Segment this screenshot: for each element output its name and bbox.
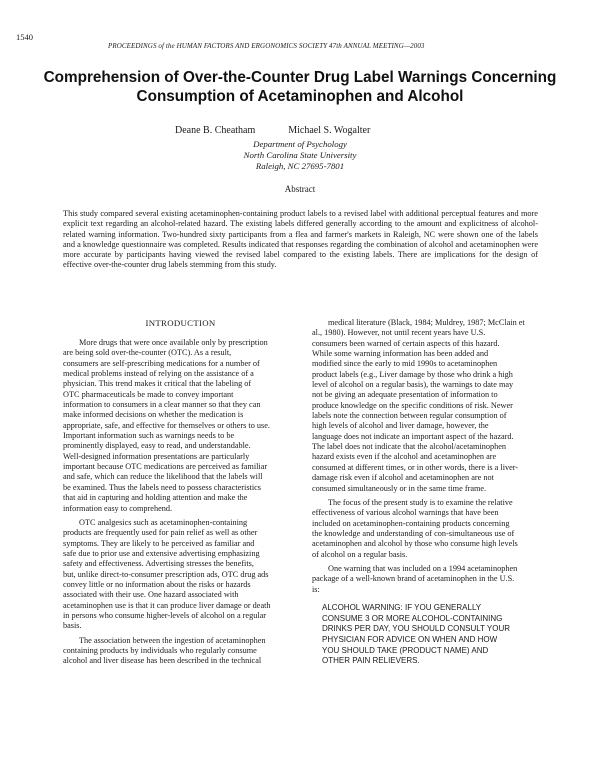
- text-line: of alcohol on a regular basis.: [312, 549, 408, 559]
- text-line: appropriate, safe, and effective for themselves or others to use.: [63, 420, 270, 430]
- text-line: are being sold over-the-counter (OTC). As a result,: [63, 348, 232, 358]
- affiliation-university: North Carolina State University: [243, 150, 357, 160]
- text-line: OTC analgesics such as acetaminophen-containing: [79, 517, 248, 527]
- text-line: effectiveness of various alcohol warnings that have been: [312, 508, 499, 518]
- text-line: hazard exists even if the alcohol and acetaminophen are: [312, 452, 497, 462]
- warning-line: OTHER PAIN RELIEVERS.: [322, 656, 420, 666]
- text-line: consumers been warned of certain aspects of this hazard.: [312, 338, 500, 348]
- right-column: [312, 318, 557, 667]
- text-line: convey little or no information about the risks or hazards: [63, 579, 251, 589]
- text-line: labels note the connection between regular consumption of: [312, 411, 507, 421]
- text-line: acetaminophen and alcohol by those who consume high levels: [312, 539, 518, 549]
- text-line: not be giving an adequate presentation of information to: [312, 390, 498, 400]
- text-line: package of a well-known brand of acetaminophen in the U.S.: [312, 574, 515, 584]
- text-line: information to consumers in a clear manner so that they can: [63, 400, 261, 410]
- paragraph: [63, 636, 298, 667]
- text-line: safety and effectiveness. Advertising stresses the benefits,: [63, 559, 254, 569]
- warning-line: ALCOHOL WARNING: IF YOU GENERALLY: [322, 602, 482, 612]
- text-line: information easy to comprehend.: [63, 503, 173, 513]
- text-line: OTC pharmaceuticals be made to convey important: [63, 389, 234, 399]
- running-head: PROCEEDINGS of the HUMAN FACTORS AND ERGONOMICS SOCIETY 47th ANNUAL MEETING—2003: [108, 42, 425, 50]
- text-line: consumed simultaneously or in the same time frame.: [312, 483, 487, 493]
- paper-title: [10, 68, 590, 106]
- text-line: associated with their use. One hazard associated with: [63, 590, 239, 600]
- text-line: prominently displayed, easy to read, and understandable.: [63, 441, 251, 451]
- paragraph: [63, 518, 298, 632]
- text-line: physician. This trend makes it critical that the labeling of: [63, 379, 252, 389]
- text-line: safe due to prior use and extensive advertising emphasizing: [63, 548, 260, 558]
- text-line: damage risk even if alcohol and acetaminophen are not: [312, 473, 494, 483]
- text-line: and safe, which can reduce the likelihood that the labels will: [63, 472, 263, 482]
- warning-quote: [322, 603, 557, 667]
- text-line: product labels (e.g., Liver damage by those who drink a high: [312, 369, 513, 379]
- text-line: symptoms. They are likely to be perceived as familiar and: [63, 538, 255, 548]
- text-line: products are frequently used for pain relief as well as other: [63, 528, 258, 538]
- abstract-heading: Abstract: [284, 184, 316, 194]
- text-line: make informed decisions on whether the medication is: [63, 410, 244, 420]
- text-line: One warning that was included on a 1994 acetaminophen: [328, 563, 518, 573]
- text-line: be examined. Thus the labels need to possess characteristics: [63, 482, 262, 492]
- warning-line: YOU SHOULD TAKE (PRODUCT NAME) AND: [322, 645, 489, 655]
- text-line: Well-designed information presentations are particularly: [63, 451, 250, 461]
- text-line: consumed at different times, or in other words, there is a liver-: [312, 462, 519, 472]
- text-line: produce knowledge on the specific conditions of risk. Newer: [312, 400, 513, 410]
- introduction-heading: INTRODUCTION: [145, 318, 216, 328]
- text-line: While some warning information has been added and: [312, 349, 489, 359]
- text-line: the knowledge and understanding of con-simultaneous use of: [312, 528, 515, 538]
- text-line: important because OTC medications are perceived as familiar: [63, 462, 268, 472]
- warning-line: DRINKS PER DAY, YOU SHOULD CONSULT YOUR: [322, 624, 511, 634]
- text-line: but, unlike direct-to-consumer prescription ads, OTC drug ads: [63, 569, 269, 579]
- paragraph: [63, 338, 298, 514]
- abstract-text: This study compared several existing acetaminophen-containing product labels to a revised label with additional perceptual features and more explicit text regarding an alcohol-related hazard. The existing labels differed generally according to the amount and explicitness of alcohol-related warning information. Two-hundred sixty participants from a flea and farmer's markets in Raleigh, NC were shown one of the labels and a knowledge questionnaire was completed. Results indicated that responses regarding the combination of alcohol and acetaminophen were more accurate by participants having viewed the revised label compared to the existing labels. There are implications for the design of effective over-the-counter drug labels stemming from this study.: [63, 209, 538, 270]
- text-line: included on acetaminophen-containing products concerning: [312, 518, 510, 528]
- text-line: The focus of the present study is to examine the relative: [328, 497, 513, 507]
- text-line: consumers are self-prescribing medications for a number of: [63, 358, 260, 368]
- text-line: medical literature (Black, 1984; Muldrey, 1987; McClain et: [328, 318, 525, 327]
- text-line: alcohol and liver disease has been described in the technical: [63, 656, 262, 666]
- paragraph: [312, 564, 557, 595]
- text-line: acetaminophen use is that it can produce liver damage or death: [63, 600, 271, 610]
- affiliation-department: Department of Psychology: [253, 139, 347, 149]
- author-name: Deane B. Cheatham: [175, 125, 256, 136]
- page-number: 1540: [16, 32, 33, 42]
- paragraph: [312, 318, 557, 494]
- text-line: The label does not indicate that the alcohol/acetaminophen: [312, 442, 507, 452]
- title-line: Comprehension of Over-the-Counter Drug Label Warnings Concerning: [43, 69, 557, 86]
- text-line: containing products by individuals who regularly consume: [63, 645, 257, 655]
- text-line: Important information such as warnings needs to be: [63, 431, 235, 441]
- warning-line: PHYSICIAN FOR ADVICE ON WHEN AND HOW: [322, 635, 498, 645]
- text-line: More drugs that were once available only by prescription: [79, 338, 268, 347]
- text-line: that aid in capturing and holding attention and make the: [63, 493, 248, 503]
- text-line: al., 1980). However, not until recent years have U.S.: [312, 328, 486, 338]
- text-line: in persons who consume higher-levels of alcohol on a regular: [63, 610, 267, 620]
- text-line: is:: [312, 584, 320, 594]
- affiliation-address: Raleigh, NC 27695-7801: [255, 161, 345, 171]
- title-line: Consumption of Acetaminophen and Alcohol: [136, 88, 464, 105]
- text-line: high levels of alcohol and liver damage, however, the: [312, 421, 489, 431]
- text-line: medical problems instead of relying on the assistance of a: [63, 369, 254, 379]
- left-column: [63, 338, 298, 667]
- text-line: modified since the early to mid 1990s to acetaminophen: [312, 359, 498, 369]
- text-line: level of alcohol on a regular basis), the warnings to date may: [312, 380, 514, 390]
- author-list: [175, 125, 435, 136]
- text-line: basis.: [63, 621, 82, 631]
- text-line: language does not indicate an important aspect of the hazard.: [312, 431, 514, 441]
- author-name: Michael S. Wogalter: [288, 125, 371, 136]
- warning-line: CONSUME 3 OR MORE ALCOHOL-CONTAINING: [322, 613, 503, 623]
- paragraph: [312, 498, 557, 560]
- text-line: The association between the ingestion of acetaminophen: [79, 635, 266, 645]
